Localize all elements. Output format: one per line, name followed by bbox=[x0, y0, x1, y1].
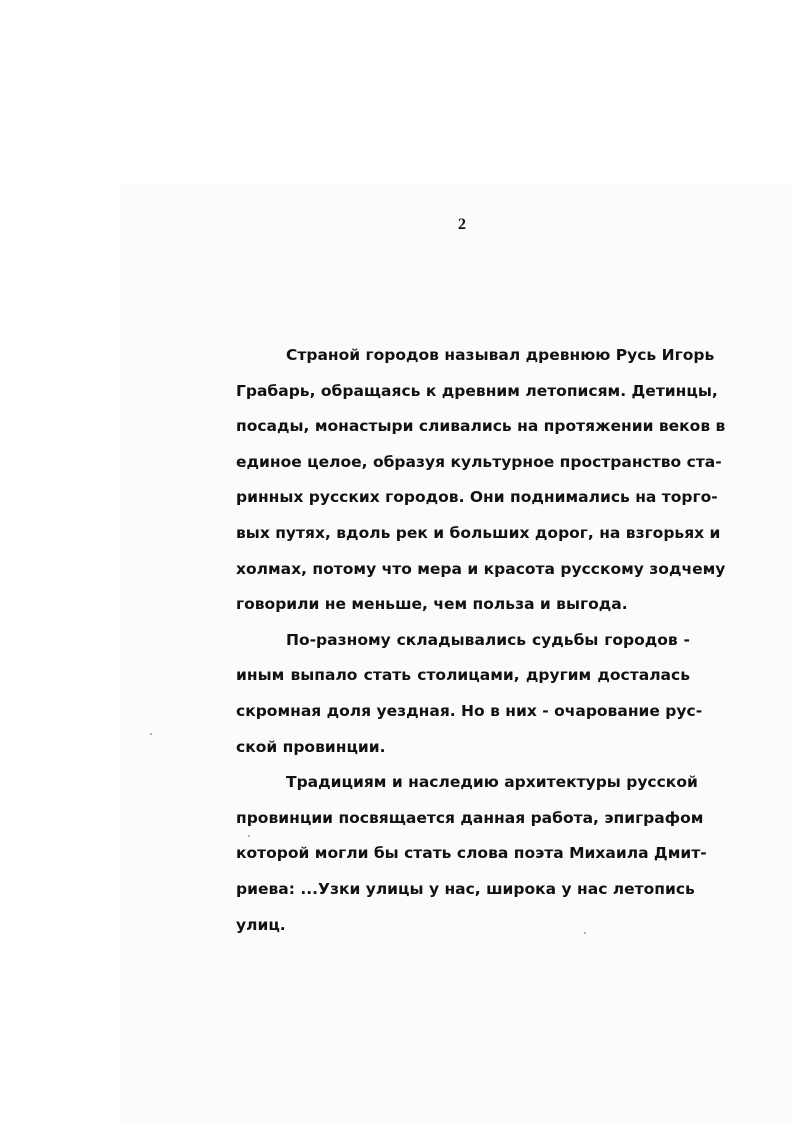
text-line: По-разному складывались судьбы городов - bbox=[286, 630, 690, 649]
text-line: говорили не меньше, чем польза и выгода. bbox=[236, 595, 628, 614]
text-line: Традициям и наследию архитектуры русской bbox=[286, 773, 698, 792]
text-line: единое целое, образуя культурное пространство ста- bbox=[236, 452, 722, 471]
paragraph-1 bbox=[236, 338, 726, 623]
page-number: 2 bbox=[458, 216, 466, 233]
body-text bbox=[236, 338, 726, 943]
scan-speck bbox=[150, 733, 152, 735]
text-line: посады, монастыри сливались на протяжении веков в bbox=[236, 417, 726, 436]
scan-speck bbox=[248, 835, 250, 837]
text-line: улиц. bbox=[236, 915, 286, 934]
text-line: провинции посвящается данная работа, эпиграфом bbox=[236, 808, 704, 827]
text-line: Страной городов называл древнюю Русь Игорь bbox=[286, 346, 715, 364]
paragraph-3 bbox=[236, 765, 707, 943]
text-line: ской провинции. bbox=[236, 737, 386, 756]
text-line: скромная доля уездная. Но в них - очарование рус- bbox=[236, 701, 703, 720]
scan-speck bbox=[584, 932, 586, 934]
paragraph-2 bbox=[236, 623, 703, 765]
text-line: ринных русских городов. Они поднимались на торго- bbox=[236, 488, 718, 507]
text-line: которой могли бы стать слова поэта Михаила Дмит- bbox=[236, 844, 707, 863]
text-line: риева: ...Узки улицы у нас, широка у нас летопись bbox=[236, 879, 695, 898]
text-line: иным выпало стать столицами, другим досталась bbox=[236, 666, 690, 685]
text-line: Грабарь, обращаясь к древним летописям. Детинцы, bbox=[236, 381, 718, 400]
text-line: холмах, потому что мера и красота русскому зодчему bbox=[236, 559, 726, 578]
text-line: вых путях, вдоль рек и больших дорог, на взгорьях и bbox=[236, 523, 721, 542]
